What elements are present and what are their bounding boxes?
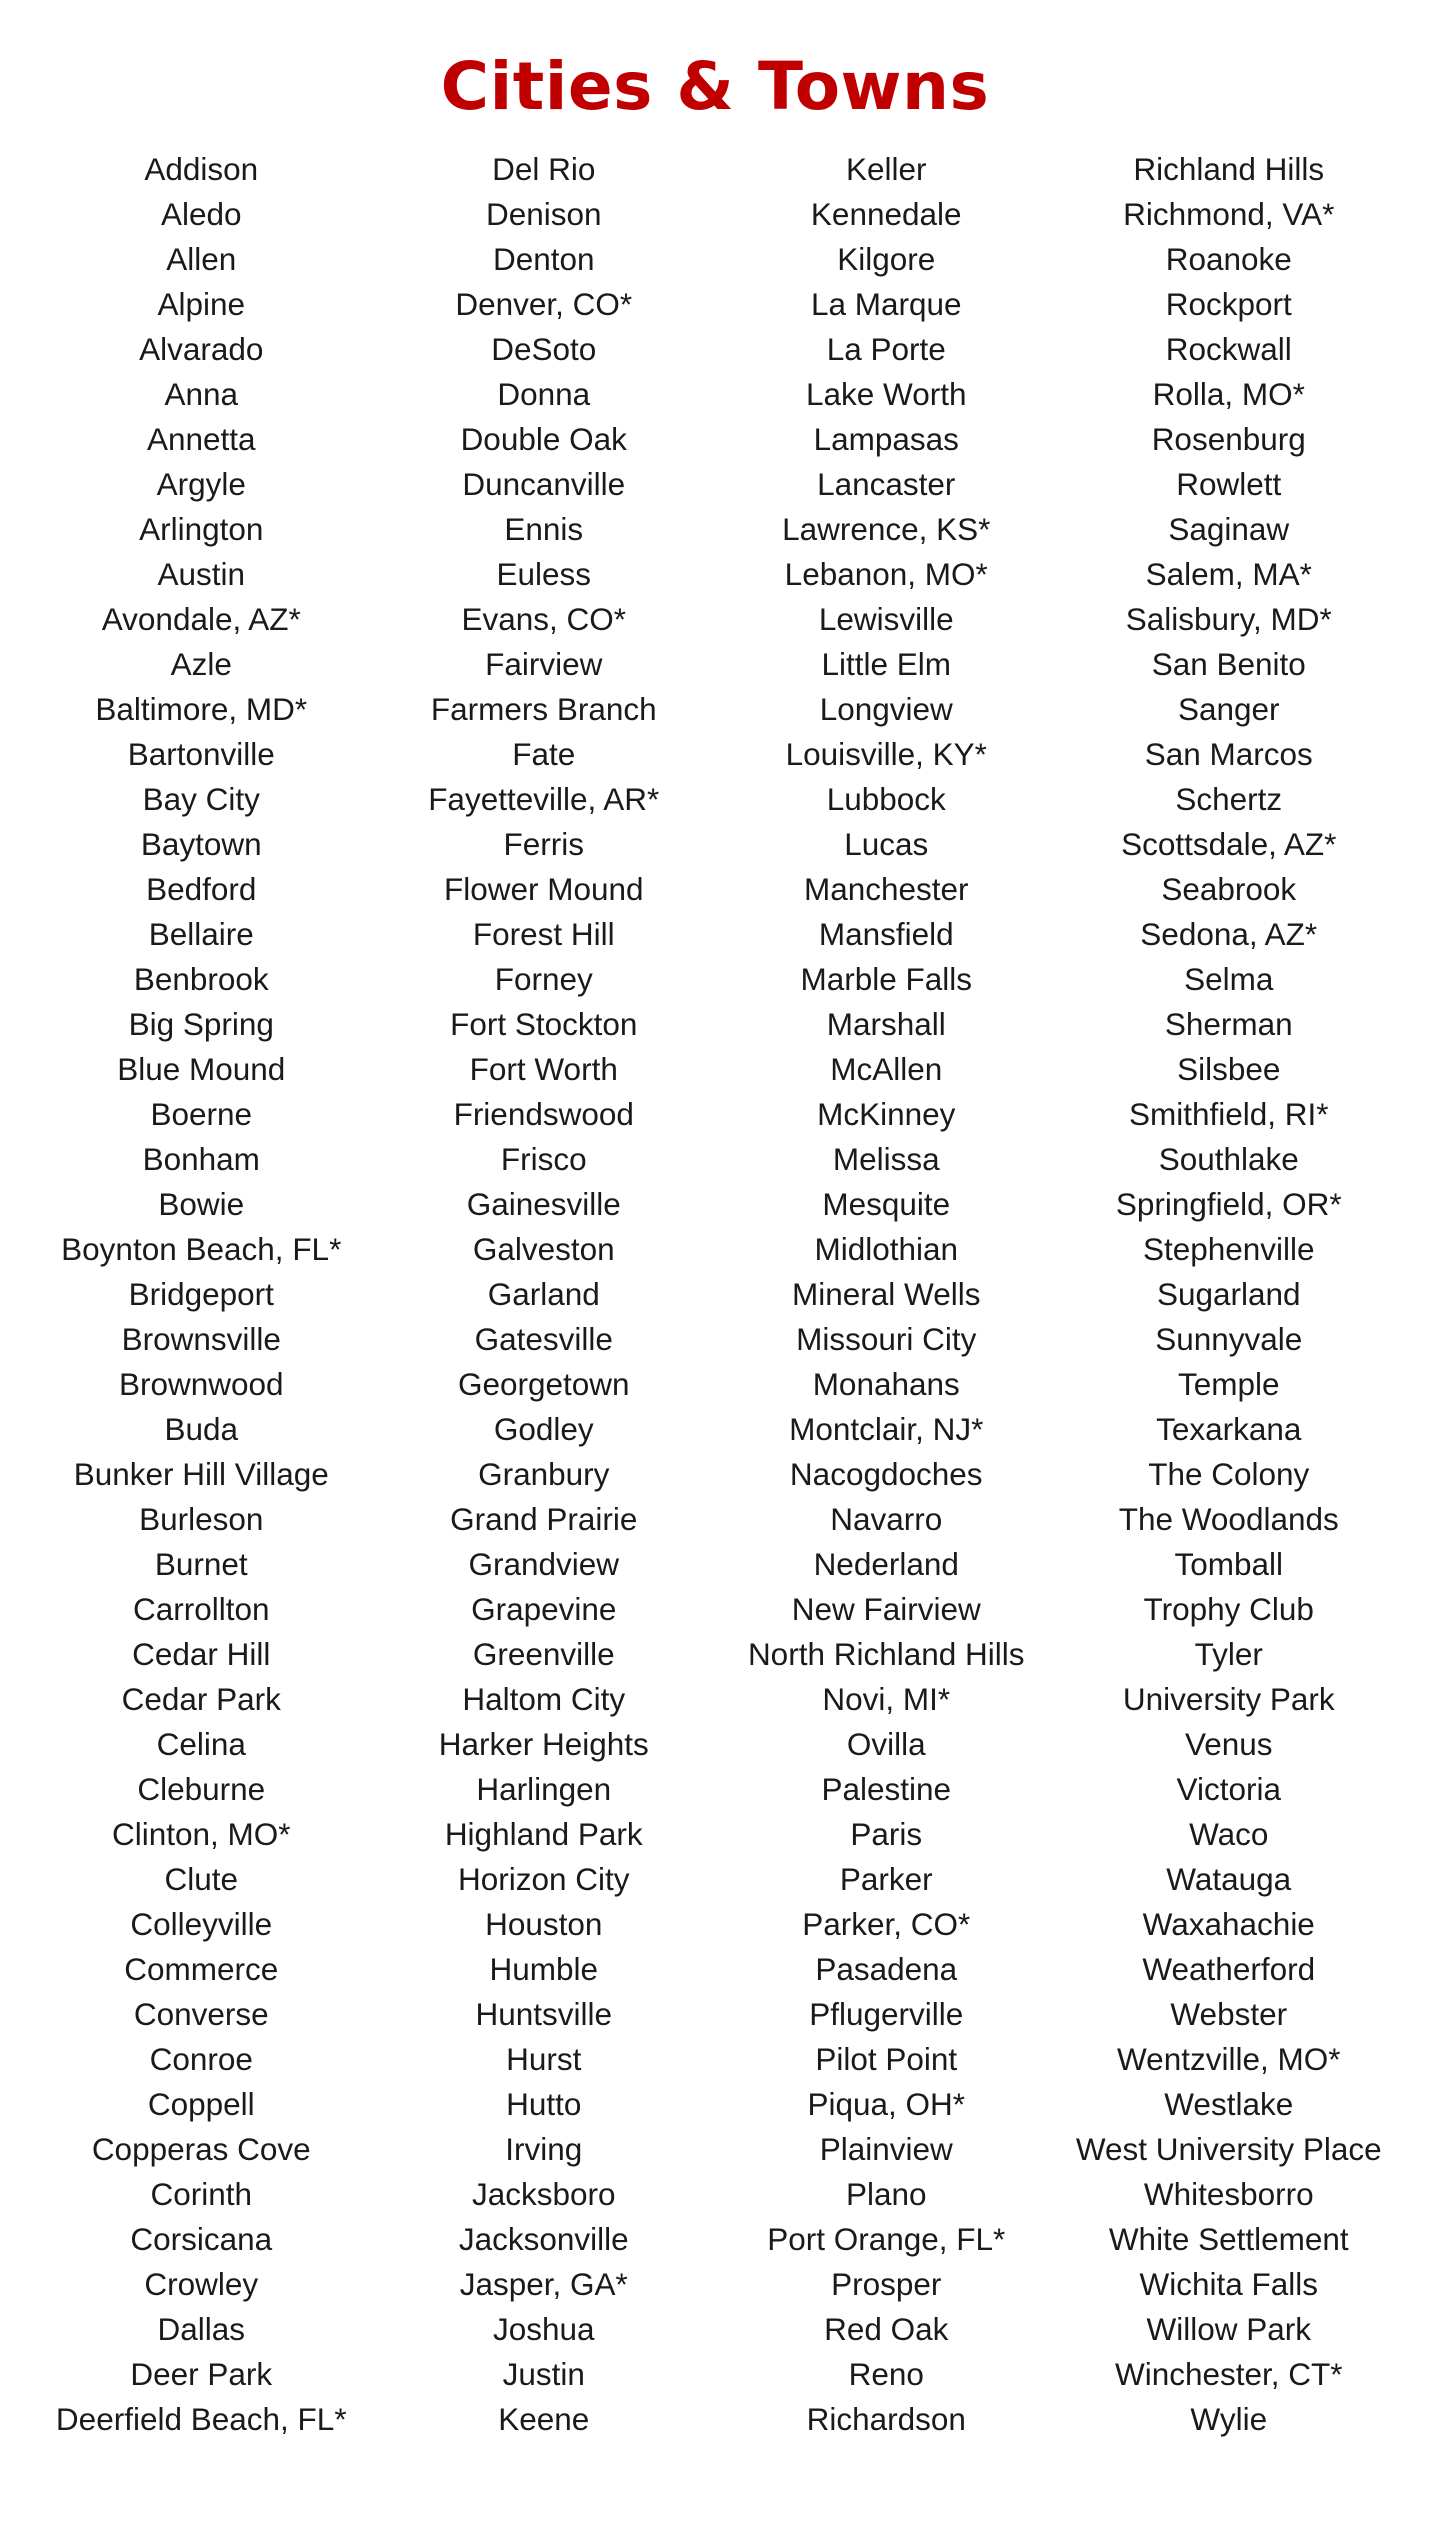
list-item: Highland Park [444,1816,643,1853]
list-item: Coppell [147,2086,255,2123]
list-item: Scottsdale, AZ* [1121,826,1337,863]
list-item: Conroe [149,2041,253,2078]
list-item: Mansfield [818,916,954,953]
list-item: Jasper, GA* [459,2266,628,2303]
list-item: Benbrook [133,961,269,998]
list-item: Bedford [146,871,257,908]
list-item: Mineral Wells [792,1276,981,1313]
list-item: Selma [1184,961,1274,998]
list-item: Grapevine [471,1591,617,1628]
list-item: Sunnyvale [1155,1321,1303,1358]
list-item: Lancaster [817,466,956,503]
list-item: Pilot Point [815,2041,958,2078]
list-item: McAllen [830,1051,943,1088]
list-item: Corinth [150,2176,253,2213]
list-item: Arlington [139,511,264,548]
list-item: Westlake [1164,2086,1294,2123]
list-item: Ennis [504,511,584,548]
list-item: Euless [496,556,592,593]
list-item: Palestine [821,1771,952,1808]
list-item: Denver, CO* [455,286,633,323]
list-item: San Benito [1151,646,1306,683]
list-item: Texarkana [1156,1411,1302,1448]
list-item: Watauga [1166,1861,1292,1898]
list-item: Boynton Beach, FL* [61,1231,342,1268]
list-item: Lewisville [818,601,954,638]
list-item: Manchester [803,871,969,908]
list-item: Alvarado [139,331,264,368]
cities-column-4 [1058,147,1401,2442]
list-item: Piqua, OH* [807,2086,966,2123]
list-item: Rowlett [1176,466,1282,503]
list-item: Brownwood [118,1366,284,1403]
list-item: Azle [170,646,232,683]
list-item: Marble Falls [800,961,973,998]
list-item: Frisco [500,1141,587,1178]
list-item: Deerfield Beach, FL* [55,2401,347,2438]
list-item: Roanoke [1165,241,1292,278]
list-item: Melissa [832,1141,940,1178]
list-item: Cedar Hill [132,1636,271,1673]
list-item: Lawrence, KS* [782,511,991,548]
list-item: Denton [492,241,595,278]
list-item: Silsbee [1177,1051,1281,1088]
list-item: Richland Hills [1133,151,1325,188]
list-item: Bridgeport [128,1276,274,1313]
list-item: Bartonville [127,736,275,773]
list-item: Plainview [819,2131,953,2168]
list-item: Galveston [472,1231,615,1268]
list-item: Wylie [1190,2401,1268,2438]
cities-columns [30,147,1400,2442]
list-item: Fate [512,736,576,773]
list-item: Schertz [1175,781,1283,818]
list-item: Richmond, VA* [1123,196,1335,233]
list-item: Crowley [144,2266,259,2303]
list-item: Rolla, MO* [1152,376,1305,413]
list-item: San Marcos [1144,736,1313,773]
list-item: Sedona, AZ* [1140,916,1318,953]
list-item: Lake Worth [806,376,967,413]
list-item: Midlothian [814,1231,959,1268]
list-item: Fort Worth [469,1051,618,1088]
list-item: Irving [505,2131,583,2168]
list-item: Donna [497,376,591,413]
list-item: Venus [1184,1726,1273,1763]
list-item: Annetta [146,421,256,458]
list-item: Harlingen [476,1771,612,1808]
list-item: Fairview [485,646,603,683]
list-item: Austin [157,556,246,593]
list-item: Weatherford [1142,1951,1316,1988]
list-item: Double Oak [460,421,627,458]
list-item: Sherman [1164,1006,1293,1043]
list-item: DeSoto [491,331,597,368]
list-item: Waxahachie [1142,1906,1315,1943]
list-item: Carrollton [132,1591,270,1628]
list-item: La Porte [826,331,946,368]
list-item: Blue Mound [117,1051,286,1088]
page-title: Cities & Towns [440,48,990,125]
list-item: Paris [850,1816,923,1853]
list-item: The Woodlands [1118,1501,1339,1538]
list-item: Prosper [831,2266,942,2303]
list-item: Reno [848,2356,924,2393]
list-item: Sugarland [1156,1276,1301,1313]
list-item: Bay City [142,781,260,818]
list-item: Garland [487,1276,600,1313]
list-item: Buda [164,1411,239,1448]
list-item: Novi, MI* [822,1681,951,1718]
cities-column-1 [30,147,373,2442]
list-item: Flower Mound [443,871,644,908]
list-item: Trophy Club [1143,1591,1314,1628]
list-item: Longview [819,691,953,728]
list-item: Gatesville [474,1321,613,1358]
list-item: Burnet [154,1546,248,1583]
list-item: Addison [144,151,259,188]
list-item: Evans, CO* [461,601,627,638]
list-item: Bowie [158,1186,245,1223]
list-item: Port Orange, FL* [767,2221,1006,2258]
list-item: Gainesville [466,1186,621,1223]
list-item: Huntsville [475,1996,613,2033]
list-item: Cleburne [137,1771,266,1808]
list-item: Fort Stockton [450,1006,638,1043]
list-item: West University Place [1075,2131,1382,2168]
list-item: Boerne [150,1096,253,1133]
list-item: The Colony [1148,1456,1310,1493]
list-item: Stephenville [1142,1231,1315,1268]
list-item: Houston [485,1906,603,1943]
list-item: Parker [839,1861,933,1898]
list-item: Wentzville, MO* [1117,2041,1341,2078]
list-item: Nacogdoches [789,1456,983,1493]
list-item: North Richland Hills [747,1636,1025,1673]
list-item: Converse [133,1996,269,2033]
list-item: Nederland [813,1546,959,1583]
list-item: Burleson [139,1501,264,1538]
list-item: New Fairview [791,1591,981,1628]
list-item: Rockwall [1165,331,1292,368]
list-item: Mesquite [822,1186,951,1223]
list-item: Anna [164,376,239,413]
list-item: Monahans [812,1366,960,1403]
list-item: Friendswood [453,1096,634,1133]
list-item: Bunker Hill Village [73,1456,329,1493]
list-item: Victoria [1176,1771,1281,1808]
list-item: Harker Heights [438,1726,649,1763]
list-item: Clinton, MO* [111,1816,291,1853]
list-item: Louisville, KY* [785,736,987,773]
list-item: Avondale, AZ* [101,601,301,638]
list-item: Marshall [826,1006,946,1043]
list-item: Salisbury, MD* [1125,601,1332,638]
list-item: Whitesborro [1143,2176,1314,2213]
list-item: Rockport [1165,286,1292,323]
list-item: Lampasas [813,421,959,458]
list-item: Wichita Falls [1139,2266,1319,2303]
list-item: University Park [1122,1681,1335,1718]
cities-column-2 [373,147,716,2442]
list-item: Southlake [1158,1141,1299,1178]
list-item: Clute [164,1861,239,1898]
list-item: Tyler [1194,1636,1263,1673]
list-item: Horizon City [457,1861,630,1898]
list-item: La Marque [810,286,962,323]
list-item: Little Elm [821,646,952,683]
list-item: Smithfield, RI* [1128,1096,1329,1133]
list-item: Denison [485,196,602,233]
list-item: Forney [494,961,593,998]
list-item: Godley [493,1411,594,1448]
list-item: Aledo [160,196,242,233]
list-item: Richardson [806,2401,966,2438]
list-item: Justin [502,2356,585,2393]
list-item: Brownsville [121,1321,281,1358]
list-item: Winchester, CT* [1114,2356,1343,2393]
list-item: Plano [845,2176,927,2213]
list-item: Parker, CO* [802,1906,971,1943]
list-item: Keller [845,151,927,188]
list-item: McKinney [817,1096,956,1133]
list-item: Dallas [157,2311,246,2348]
list-item: Tomball [1174,1546,1284,1583]
list-item: Granbury [478,1456,610,1493]
list-item: Red Oak [824,2311,949,2348]
list-item: Lucas [844,826,929,863]
list-item: Big Spring [128,1006,274,1043]
list-item: Joshua [492,2311,595,2348]
list-item: Pflugerville [809,1996,964,2033]
list-item: Saginaw [1168,511,1290,548]
list-item: Corsicana [130,2221,273,2258]
list-item: Colleyville [130,1906,273,1943]
list-item: Kilgore [837,241,936,278]
list-item: Temple [1177,1366,1280,1403]
list-item: Lebanon, MO* [784,556,988,593]
list-item: Willow Park [1146,2311,1311,2348]
list-item: Allen [166,241,237,278]
list-item: Grandview [468,1546,620,1583]
cities-column-3 [715,147,1058,2442]
list-item: Kennedale [810,196,962,233]
list-item: Grand Prairie [450,1501,638,1538]
list-item: Celina [156,1726,246,1763]
list-item: Lubbock [826,781,946,818]
list-item: Bellaire [148,916,254,953]
list-item: Ferris [503,826,584,863]
list-item: Hutto [506,2086,582,2123]
list-item: Springfield, OR* [1115,1186,1342,1223]
list-item: Keene [498,2401,590,2438]
list-item: Webster [1170,1996,1288,2033]
list-item: Copperas Cove [91,2131,311,2168]
list-item: Baytown [140,826,262,863]
list-item: Rosenburg [1151,421,1306,458]
list-item: Alpine [157,286,246,323]
list-item: Cedar Park [121,1681,281,1718]
list-item: Forest Hill [472,916,615,953]
list-item: Georgetown [457,1366,630,1403]
list-item: Greenville [472,1636,615,1673]
list-item: Bonham [142,1141,260,1178]
list-item: Jacksboro [471,2176,616,2213]
list-item: Navarro [830,1501,943,1538]
list-item: Baltimore, MD* [95,691,308,728]
list-item: Sanger [1177,691,1280,728]
list-item: Del Rio [492,151,596,188]
list-item: Humble [489,1951,599,1988]
list-item: Waco [1189,1816,1269,1853]
list-item: Argyle [156,466,246,503]
list-item: Haltom City [462,1681,626,1718]
list-item: Seabrook [1161,871,1297,908]
list-item: White Settlement [1108,2221,1349,2258]
list-item: Farmers Branch [430,691,657,728]
list-item: Hurst [506,2041,582,2078]
list-item: Deer Park [130,2356,273,2393]
list-item: Ovilla [846,1726,926,1763]
list-item: Montclair, NJ* [789,1411,984,1448]
list-item: Duncanville [462,466,626,503]
list-item: Fayetteville, AR* [428,781,660,818]
list-item: Missouri City [796,1321,977,1358]
list-item: Salem, MA* [1145,556,1312,593]
list-item: Pasadena [815,1951,958,1988]
list-item: Commerce [124,1951,279,1988]
list-item: Jacksonville [458,2221,629,2258]
